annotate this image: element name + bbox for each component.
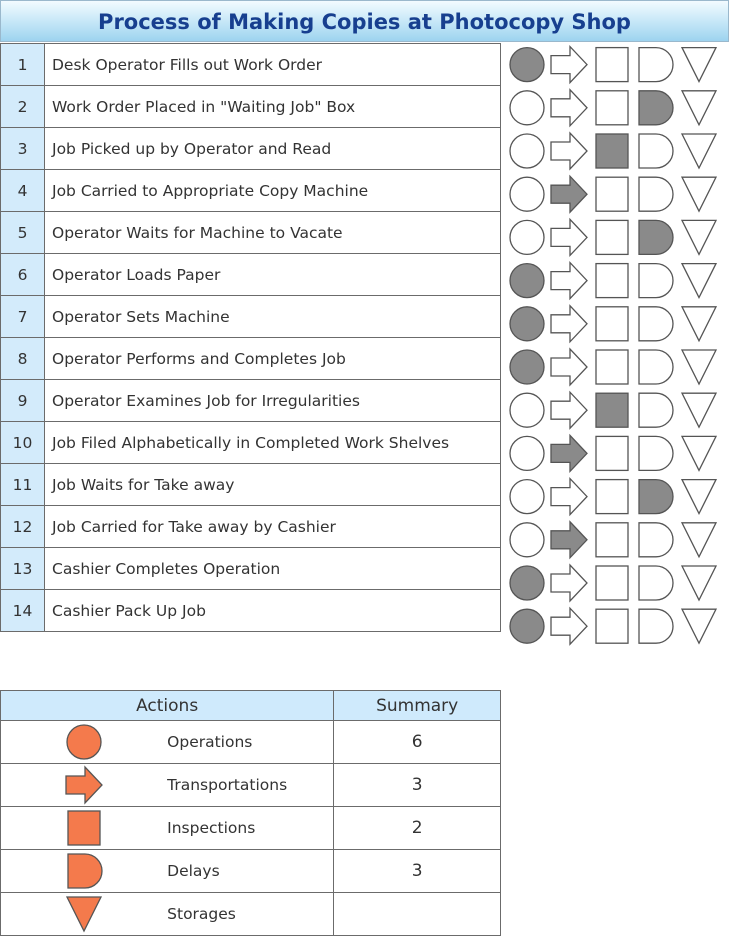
step-number: 9	[1, 380, 45, 422]
delay-d-icon	[639, 91, 673, 125]
step-symbols-row	[510, 133, 716, 169]
step-symbols-row	[510, 435, 716, 471]
storage-triangle-icon	[682, 480, 716, 514]
operation-circle-icon	[510, 350, 544, 384]
transportation-arrow-icon-shape	[66, 767, 102, 803]
storage-triangle-icon	[682, 307, 716, 341]
legend-header-summary: Summary	[334, 691, 501, 721]
legend-row	[1, 807, 501, 850]
operation-circle-icon	[510, 134, 544, 168]
step-number: 14	[1, 590, 45, 632]
transportation-arrow-icon	[551, 176, 587, 212]
step-number: 7	[1, 296, 45, 338]
step-symbols-row	[510, 306, 716, 342]
title-bar	[0, 0, 729, 42]
delay-d-icon	[639, 480, 673, 514]
transportation-arrow-icon	[551, 608, 587, 644]
legend-count	[334, 893, 501, 936]
step-symbols-row	[510, 176, 716, 212]
transportation-arrow-icon	[64, 765, 104, 805]
legend-count: 6	[334, 721, 501, 764]
step-description: Job Picked up by Operator and Read	[45, 128, 501, 170]
inspection-square-icon-shape	[68, 811, 100, 845]
legend-icon-cell	[1, 721, 168, 764]
step-description: Cashier Pack Up Job	[45, 590, 501, 632]
operation-circle-icon	[64, 722, 104, 762]
inspection-square-icon	[596, 480, 628, 514]
delay-d-icon	[639, 48, 673, 82]
storage-triangle-icon	[682, 91, 716, 125]
step-number: 6	[1, 254, 45, 296]
delay-d-icon	[64, 851, 104, 891]
step-number: 5	[1, 212, 45, 254]
transportation-arrow-icon	[551, 349, 587, 385]
legend-header-row	[1, 691, 501, 721]
transportation-arrow-icon	[551, 133, 587, 169]
page-title: Process of Making Copies at Photocopy Shop	[98, 10, 631, 34]
table-row	[1, 590, 501, 632]
step-symbols-row	[510, 392, 716, 428]
table-row	[1, 422, 501, 464]
table-row	[1, 380, 501, 422]
inspection-square-icon	[596, 307, 628, 341]
transportation-arrow-icon	[551, 479, 587, 515]
transportation-arrow-icon	[551, 47, 587, 83]
storage-triangle-icon	[682, 523, 716, 557]
inspection-square-icon	[596, 91, 628, 125]
step-description: Job Waits for Take away	[45, 464, 501, 506]
transportation-arrow-icon	[551, 219, 587, 255]
table-row	[1, 254, 501, 296]
inspection-square-icon	[596, 523, 628, 557]
step-description: Job Filed Alphabetically in Completed Work Shelves	[45, 422, 501, 464]
table-row	[1, 464, 501, 506]
operation-circle-icon	[510, 436, 544, 470]
step-number: 10	[1, 422, 45, 464]
step-symbols-row	[510, 522, 716, 558]
storage-triangle-icon	[682, 48, 716, 82]
storage-triangle-icon	[682, 566, 716, 600]
storage-triangle-icon	[682, 609, 716, 643]
step-description: Job Carried for Take away by Cashier	[45, 506, 501, 548]
delay-d-icon	[639, 177, 673, 211]
inspection-square-icon	[596, 393, 628, 427]
step-symbols-row	[510, 90, 716, 126]
delay-d-icon	[639, 264, 673, 298]
inspection-square-icon	[596, 177, 628, 211]
storage-triangle-icon	[682, 350, 716, 384]
operation-circle-icon	[510, 480, 544, 514]
delay-d-icon	[639, 393, 673, 427]
legend-label: Inspections	[167, 807, 334, 850]
table-row	[1, 86, 501, 128]
operation-circle-icon	[510, 48, 544, 82]
legend-row	[1, 850, 501, 893]
delay-d-icon	[639, 523, 673, 557]
transportation-arrow-icon	[551, 522, 587, 558]
process-steps-table	[0, 43, 501, 632]
step-number: 4	[1, 170, 45, 212]
step-symbols-row	[510, 47, 716, 83]
inspection-square-icon	[596, 134, 628, 168]
legend-header-actions: Actions	[1, 691, 334, 721]
delay-d-icon	[639, 566, 673, 600]
table-row	[1, 338, 501, 380]
process-symbols-grid	[501, 43, 729, 649]
delay-d-icon	[639, 134, 673, 168]
table-row	[1, 212, 501, 254]
inspection-square-icon	[596, 264, 628, 298]
storage-triangle-icon-shape	[67, 897, 101, 931]
operation-circle-icon	[510, 177, 544, 211]
operation-circle-icon	[510, 393, 544, 427]
delay-d-icon	[639, 350, 673, 384]
legend-label: Storages	[167, 893, 334, 936]
inspection-square-icon	[64, 808, 104, 848]
table-row	[1, 44, 501, 86]
storage-triangle-icon	[682, 264, 716, 298]
storage-triangle-icon	[682, 393, 716, 427]
inspection-square-icon	[596, 48, 628, 82]
inspection-square-icon	[596, 220, 628, 254]
operation-circle-icon	[510, 91, 544, 125]
step-symbols-row	[510, 219, 716, 255]
legend-table	[0, 690, 501, 936]
legend-count: 2	[334, 807, 501, 850]
legend-row	[1, 893, 501, 936]
step-number: 13	[1, 548, 45, 590]
step-symbols-row	[510, 349, 716, 385]
transportation-arrow-icon	[551, 435, 587, 471]
legend-count: 3	[334, 850, 501, 893]
step-description: Operator Examines Job for Irregularities	[45, 380, 501, 422]
step-number: 12	[1, 506, 45, 548]
step-number: 1	[1, 44, 45, 86]
step-symbols-row	[510, 608, 716, 644]
delay-d-icon	[639, 220, 673, 254]
step-number: 11	[1, 464, 45, 506]
legend-label: Operations	[167, 721, 334, 764]
step-description: Operator Performs and Completes Job	[45, 338, 501, 380]
step-number: 3	[1, 128, 45, 170]
legend-row	[1, 764, 501, 807]
step-description: Job Carried to Appropriate Copy Machine	[45, 170, 501, 212]
step-symbols-row	[510, 263, 716, 299]
inspection-square-icon	[596, 350, 628, 384]
step-number: 2	[1, 86, 45, 128]
storage-triangle-icon	[64, 894, 104, 934]
operation-circle-icon	[510, 566, 544, 600]
step-description: Operator Sets Machine	[45, 296, 501, 338]
step-description: Work Order Placed in "Waiting Job" Box	[45, 86, 501, 128]
inspection-square-icon	[596, 436, 628, 470]
storage-triangle-icon	[682, 220, 716, 254]
transportation-arrow-icon	[551, 263, 587, 299]
operation-circle-icon	[510, 264, 544, 298]
operation-circle-icon	[510, 220, 544, 254]
table-row	[1, 548, 501, 590]
table-row	[1, 170, 501, 212]
legend-count: 3	[334, 764, 501, 807]
transportation-arrow-icon	[551, 306, 587, 342]
table-row	[1, 128, 501, 170]
table-row	[1, 506, 501, 548]
storage-triangle-icon	[682, 436, 716, 470]
step-description: Operator Waits for Machine to Vacate	[45, 212, 501, 254]
operation-circle-icon	[510, 523, 544, 557]
operation-circle-icon	[510, 307, 544, 341]
operation-circle-icon	[510, 609, 544, 643]
legend-row	[1, 721, 501, 764]
transportation-arrow-icon	[551, 392, 587, 428]
legend-label: Transportations	[167, 764, 334, 807]
step-description: Operator Loads Paper	[45, 254, 501, 296]
transportation-arrow-icon	[551, 90, 587, 126]
legend-icon-cell	[1, 764, 168, 807]
operation-circle-icon-shape	[67, 725, 101, 759]
transportation-arrow-icon	[551, 565, 587, 601]
step-symbols-row	[510, 479, 716, 515]
legend-icon-cell	[1, 893, 168, 936]
storage-triangle-icon	[682, 134, 716, 168]
step-symbols-row	[510, 565, 716, 601]
step-description: Cashier Completes Operation	[45, 548, 501, 590]
step-description: Desk Operator Fills out Work Order	[45, 44, 501, 86]
storage-triangle-icon	[682, 177, 716, 211]
inspection-square-icon	[596, 609, 628, 643]
delay-d-icon-shape	[68, 854, 102, 888]
table-row	[1, 296, 501, 338]
legend-icon-cell	[1, 807, 168, 850]
delay-d-icon	[639, 436, 673, 470]
delay-d-icon	[639, 307, 673, 341]
delay-d-icon	[639, 609, 673, 643]
legend-label: Delays	[167, 850, 334, 893]
inspection-square-icon	[596, 566, 628, 600]
legend-icon-cell	[1, 850, 168, 893]
step-number: 8	[1, 338, 45, 380]
